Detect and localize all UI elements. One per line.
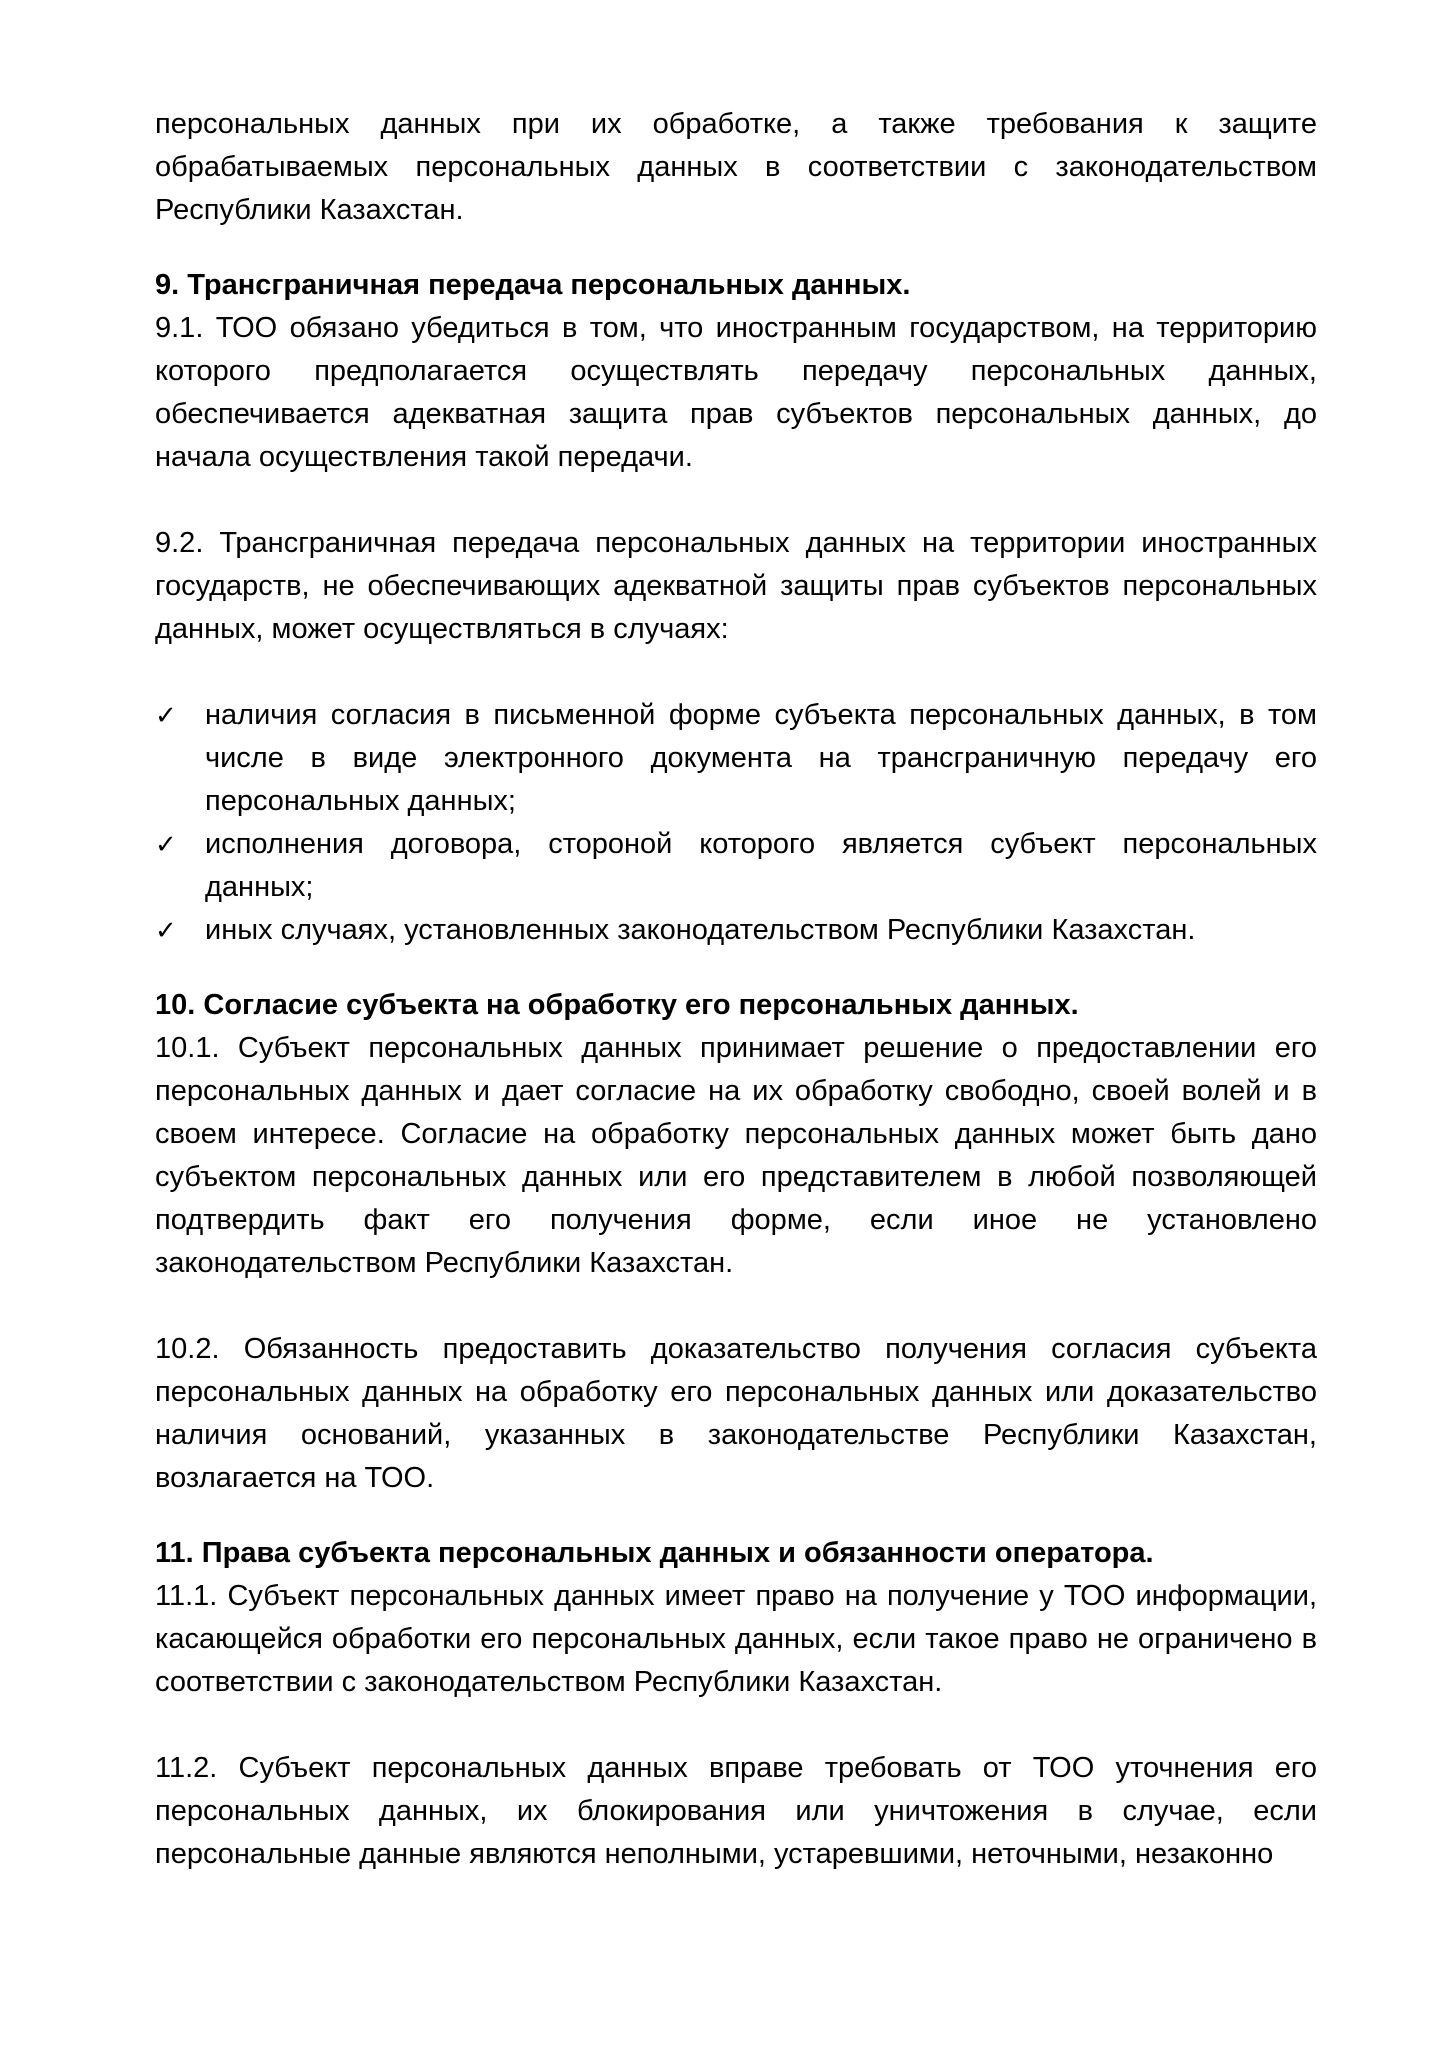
- checkmark-icon: ✓: [155, 829, 177, 859]
- list-item: [155, 694, 1317, 823]
- section-9-heading: 9. Трансграничная передача персональных данных.: [155, 269, 911, 301]
- paragraph-10-2: 10.2. Обязанность предоставить доказательство получения согласия субъекта персональных данных на обработку его персональных данных или доказательство наличия оснований, указанных в законодательстве Республики Казахстан, возлагается на ТОО.: [155, 1333, 1317, 1494]
- list-item-text: иных случаях, установленных законодательством Республики Казахстан.: [205, 914, 1196, 946]
- section-10-heading: 10. Согласие субъекта на обработку его персональных данных.: [155, 989, 1079, 1021]
- section-11-heading: 11. Права субъекта персональных данных и обязанности оператора.: [155, 1537, 1154, 1569]
- checkmark-icon: ✓: [155, 915, 177, 945]
- paragraph-10-1: 10.1. Субъект персональных данных принимает решение о предоставлении его персональных данных и дает согласие на их обработку свободно, своей волей и в своем интересе. Согласие на обработку персональных данных может быть дано субъектом персональных данных или его представителем в любой позволяющей подтвердить факт его получения форме, если иное не установлено законодательством Республики Казахстан.: [155, 1032, 1317, 1279]
- list-item: [155, 909, 1317, 952]
- checkmark-icon: ✓: [155, 700, 177, 730]
- list-item-text: наличия согласия в письменной форме субъекта персональных данных, в том числе в виде электронного документа на трансграничную передачу его персональных данных;: [205, 699, 1317, 817]
- list-item-text: исполнения договора, стороной которого является субъект персональных данных;: [205, 828, 1317, 903]
- paragraph-9-1: 9.1. ТОО обязано убедиться в том, что иностранным государством, на территорию которого предполагается осуществлять передачу персональных данных, обеспечивается адекватная защита прав субъектов персональных данных, до начала осуществления такой передачи.: [155, 312, 1317, 473]
- transfer-cases-checklist: [155, 694, 1317, 952]
- paragraph-continuation: персональных данных при их обработке, а также требования к защите обрабатываемых персональных данных в соответствии с законодательством Республики Казахстан.: [155, 108, 1317, 226]
- paragraph-11-2: 11.2. Субъект персональных данных вправе требовать от ТОО уточнения его персональных данных, их блокирования или уничтожения в случае, если персональные данные являются неполными, устаревшими, неточными, незаконно: [155, 1752, 1317, 1870]
- paragraph-9-2: 9.2. Трансграничная передача персональных данных на территории иностранных государств, не обеспечивающих адекватной защиты прав субъектов персональных данных, может осуществляться в случаях:: [155, 527, 1317, 645]
- list-item: [155, 823, 1317, 909]
- paragraph-11-1: 11.1. Субъект персональных данных имеет право на получение у ТОО информации, касающейся обработки его персональных данных, если такое право не ограничено в соответствии с законодательством Республики Казахстан.: [155, 1580, 1317, 1698]
